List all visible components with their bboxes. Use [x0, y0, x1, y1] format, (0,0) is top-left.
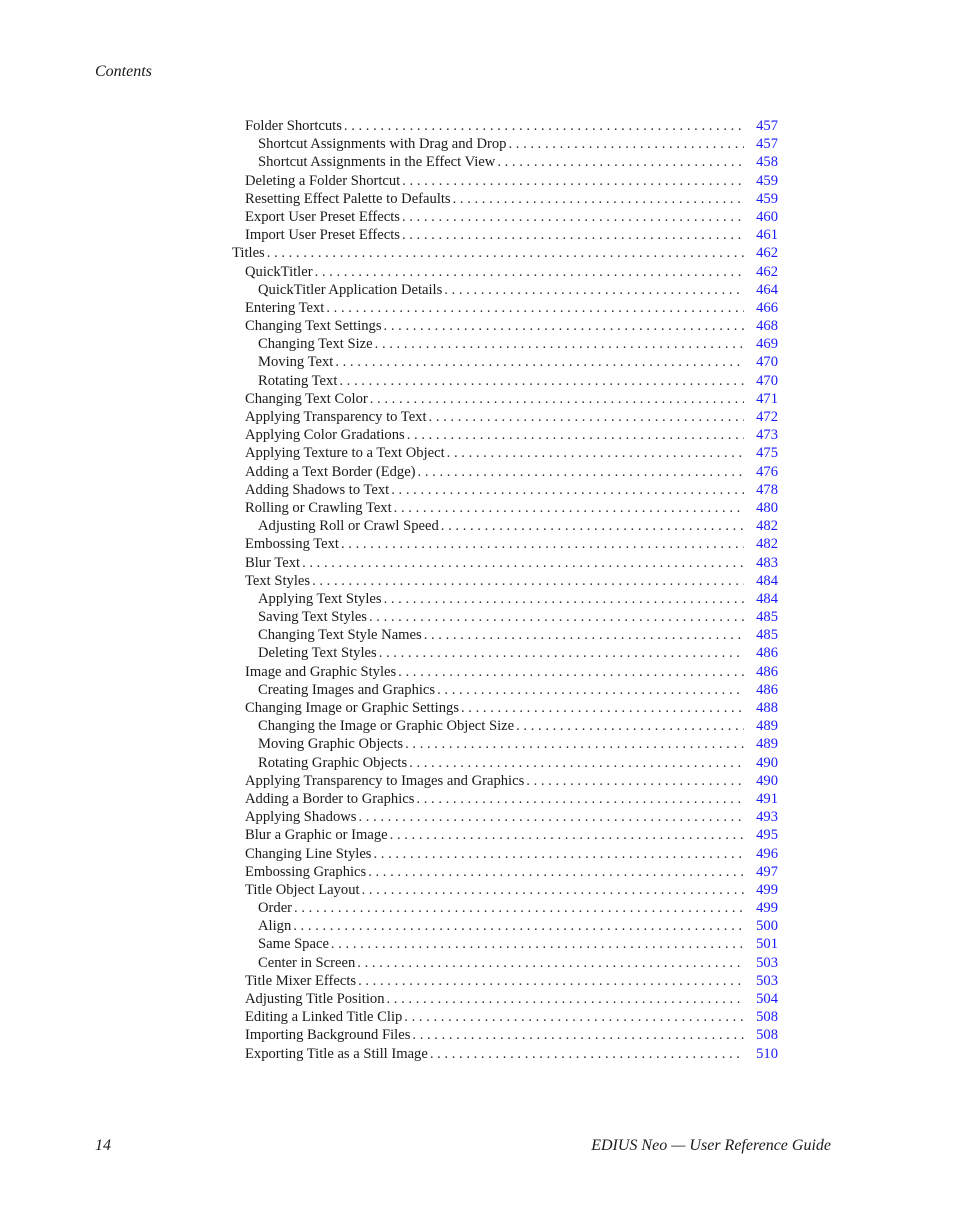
toc-dot-leader [405, 735, 744, 753]
toc-page-link[interactable]: 468 [756, 318, 778, 335]
toc-entry-title: Changing the Image or Graphic Object Size [258, 718, 515, 735]
toc-page-link[interactable]: 500 [756, 918, 778, 935]
toc-dot-leader [407, 426, 744, 444]
toc-entry[interactable] [232, 790, 778, 808]
toc-page-link[interactable]: 457 [756, 118, 778, 134]
toc-page-link[interactable]: 490 [756, 772, 778, 789]
toc-dot-leader [358, 808, 744, 826]
toc-page-link[interactable]: 459 [756, 172, 778, 189]
toc-entry-title: Export User Preset Effects [245, 208, 400, 225]
toc-entry[interactable] [232, 735, 778, 753]
toc-entry[interactable] [232, 681, 778, 699]
toc-entry-title: Deleting a Folder Shortcut [245, 172, 401, 189]
toc-entry-title: Deleting Text Styles [258, 645, 377, 662]
toc-entry[interactable] [232, 881, 778, 899]
toc-dot-leader [339, 372, 744, 390]
toc-dot-leader [358, 972, 744, 990]
toc-dot-leader [497, 153, 744, 171]
toc-dot-leader [344, 117, 744, 135]
toc-dot-leader [341, 535, 744, 553]
toc-entry[interactable] [232, 626, 778, 644]
toc-entry[interactable] [232, 463, 778, 481]
toc-dot-leader [429, 408, 744, 426]
toc-entry[interactable] [232, 172, 778, 190]
toc-entry[interactable] [232, 426, 778, 444]
toc-entry[interactable] [232, 335, 778, 353]
toc-entry-title: Rotating Graphic Objects [258, 754, 408, 771]
toc-page-link[interactable]: 493 [756, 809, 778, 826]
toc-dot-leader [402, 208, 744, 226]
toc-entry[interactable] [232, 281, 778, 299]
toc-dot-leader [362, 881, 744, 899]
toc-entry[interactable] [232, 117, 778, 135]
toc-page-link[interactable]: 489 [756, 736, 778, 753]
toc-page-link[interactable]: 476 [756, 463, 778, 480]
toc-dot-leader [404, 1008, 744, 1026]
toc-entry-title: Adjusting Roll or Crawl Speed [258, 518, 439, 535]
toc-entry-title: Importing Background Files [245, 1027, 411, 1044]
toc-dot-leader [379, 644, 744, 662]
toc-page-link[interactable]: 461 [756, 227, 778, 244]
toc-entry[interactable] [232, 444, 778, 462]
toc-dot-leader [402, 172, 744, 190]
toc-entry-title: Rolling or Crawling Text [245, 499, 392, 516]
toc-entry-title: Folder Shortcuts [245, 118, 342, 134]
toc-page-link[interactable]: 473 [756, 427, 778, 444]
toc-entry-title: Resetting Effect Palette to Defaults [245, 190, 451, 207]
toc-entry-title: Applying Texture to a Text Object [245, 445, 445, 462]
toc-dot-leader [315, 263, 744, 281]
toc-page-link[interactable]: 475 [756, 445, 778, 462]
toc-dot-leader [294, 899, 744, 917]
toc-entry-title: Creating Images and Graphics [258, 681, 436, 698]
toc-page-link[interactable]: 478 [756, 481, 778, 498]
toc-dot-leader [409, 754, 744, 772]
toc-dot-leader [331, 935, 744, 953]
toc-entry[interactable] [232, 372, 778, 390]
toc-entry-title: Applying Transparency to Images and Graphics [245, 772, 525, 789]
toc-entry[interactable] [232, 390, 778, 408]
toc-entry-title: QuickTitler [245, 263, 313, 280]
toc-entry[interactable] [232, 717, 778, 735]
toc-entry[interactable] [232, 845, 778, 863]
toc-dot-leader [357, 954, 744, 972]
toc-page-link[interactable]: 462 [756, 245, 778, 262]
toc-page-link[interactable]: 488 [756, 700, 778, 716]
toc-entry[interactable] [232, 554, 778, 572]
toc-entry-title: Applying Color Gradations [245, 427, 405, 444]
toc-dot-leader [412, 1026, 744, 1044]
toc-entry-title: Moving Text [258, 354, 334, 371]
toc-entry[interactable] [232, 517, 778, 535]
toc-entry-title: Editing a Linked Title Clip [245, 1009, 403, 1026]
toc-page-link[interactable]: 458 [756, 154, 778, 171]
toc-dot-leader [416, 790, 744, 808]
toc-entry[interactable] [232, 317, 778, 335]
toc-entry-title: Applying Shadows [245, 809, 357, 826]
toc-entry-title: Center in Screen [258, 954, 356, 971]
toc-dot-leader [370, 390, 744, 408]
toc-entry[interactable] [232, 608, 778, 626]
toc-page-link[interactable]: 464 [756, 281, 778, 298]
toc-entry-title: QuickTitler Application Details [258, 281, 443, 298]
toc-entry-title: Embossing Text [245, 536, 339, 553]
toc-dot-leader [293, 917, 744, 935]
toc-page-link[interactable]: 466 [756, 299, 778, 316]
toc-entry[interactable] [232, 863, 778, 881]
toc-page-link[interactable]: 484 [756, 572, 778, 589]
toc-entry-title: Titles [232, 245, 265, 262]
toc-dot-leader [387, 990, 745, 1008]
toc-entry[interactable] [232, 826, 778, 844]
toc-dot-leader [526, 772, 744, 790]
toc-entry[interactable] [232, 226, 778, 244]
toc-entry[interactable] [232, 244, 778, 262]
toc-entry[interactable] [232, 990, 778, 1008]
toc-entry[interactable] [232, 153, 778, 171]
toc-entry[interactable] [232, 954, 778, 972]
toc-page-link[interactable]: 486 [756, 681, 778, 698]
toc-entry-title: Adding Shadows to Text [245, 481, 390, 498]
toc-dot-leader [302, 554, 744, 572]
toc-page-link[interactable]: 457 [756, 136, 778, 153]
toc-dot-leader [368, 863, 744, 881]
toc-page-link[interactable]: 485 [756, 627, 778, 644]
toc-entry[interactable] [232, 208, 778, 226]
toc-entry-title: Exporting Title as a Still Image [245, 1045, 428, 1062]
toc-page-link[interactable]: 496 [756, 845, 778, 862]
toc-dot-leader [335, 353, 744, 371]
toc-page-link[interactable]: 499 [756, 900, 778, 917]
toc-page-link[interactable]: 510 [756, 1045, 778, 1062]
toc-entry[interactable] [232, 572, 778, 590]
toc-entry-title: Title Mixer Effects [245, 972, 357, 989]
toc-page-link[interactable]: 501 [756, 936, 778, 953]
toc-dot-leader [373, 845, 744, 863]
toc-entry-title: Applying Text Styles [258, 590, 382, 607]
toc-entry-title: Changing Line Styles [245, 845, 372, 862]
toc-dot-leader [312, 572, 744, 590]
toc-page-link[interactable]: 472 [756, 409, 778, 425]
page-number: 14 [95, 1137, 111, 1154]
toc-dot-leader [326, 299, 744, 317]
toc-page-link[interactable]: 497 [756, 863, 778, 880]
toc-entry[interactable] [232, 699, 778, 717]
toc-entry[interactable] [232, 754, 778, 772]
toc-entry-title: Changing Text Size [258, 336, 373, 353]
toc-entry-title: Title Object Layout [245, 881, 360, 898]
toc-entry-title: Align [258, 918, 292, 935]
toc-dot-leader [424, 626, 744, 644]
toc-entry-title: Image and Graphic Styles [245, 663, 397, 680]
toc-entry-title: Text Styles [245, 572, 311, 589]
toc-entry[interactable] [232, 135, 778, 153]
toc-entry-title: Changing Text Color [245, 390, 368, 407]
toc-entry-title: Changing Text Settings [245, 318, 382, 335]
toc-page-link[interactable]: 495 [756, 827, 778, 844]
toc-dot-leader [394, 499, 744, 517]
toc-page-link[interactable]: 462 [756, 263, 778, 280]
toc-dot-leader [441, 517, 744, 535]
toc-entry-title: Moving Graphic Objects [258, 736, 404, 753]
toc-entry[interactable] [232, 190, 778, 208]
toc-dot-leader [447, 444, 744, 462]
toc-entry[interactable] [232, 1008, 778, 1026]
toc-entry-title: Entering Text [245, 299, 325, 316]
toc-entry-title: Import User Preset Effects [245, 227, 400, 244]
toc-entry[interactable] [232, 408, 778, 426]
toc-entry-title: Order [258, 900, 293, 917]
toc-entry[interactable] [232, 353, 778, 371]
toc-entry-title: Same Space [258, 936, 329, 953]
toc-dot-leader [461, 699, 744, 717]
toc-page-link[interactable]: 480 [756, 499, 778, 516]
toc-page-link[interactable]: 469 [756, 336, 778, 353]
table-of-contents [232, 117, 778, 1063]
toc-entry-title: Embossing Graphics [245, 863, 367, 880]
toc-entry[interactable] [232, 299, 778, 317]
toc-entry-title: Changing Image or Graphic Settings [245, 700, 459, 716]
toc-dot-leader [398, 663, 744, 681]
toc-entry-title: Adjusting Title Position [245, 991, 385, 1007]
toc-page-link[interactable]: 482 [756, 536, 778, 553]
toc-page-link[interactable]: 482 [756, 518, 778, 535]
toc-page-link[interactable]: 470 [756, 354, 778, 371]
toc-page-link[interactable]: 484 [756, 590, 778, 607]
toc-page-link[interactable]: 486 [756, 645, 778, 662]
toc-page-link[interactable]: 491 [756, 790, 778, 807]
book-title: EDIUS Neo — User Reference Guide [591, 1137, 831, 1154]
toc-entry-title: Blur a Graphic or Image [245, 827, 388, 844]
toc-dot-leader [384, 590, 744, 608]
toc-entry[interactable] [232, 663, 778, 681]
toc-entry[interactable] [232, 917, 778, 935]
toc-page-link[interactable]: 459 [756, 190, 778, 207]
toc-entry[interactable] [232, 772, 778, 790]
toc-dot-leader [369, 608, 744, 626]
toc-page-link[interactable]: 504 [756, 991, 778, 1007]
toc-dot-leader [384, 317, 744, 335]
toc-entry-title: Adding a Text Border (Edge) [245, 463, 416, 480]
toc-entry[interactable] [232, 263, 778, 281]
toc-dot-leader [437, 681, 744, 699]
running-head: Contents [95, 63, 152, 80]
toc-dot-leader [418, 463, 744, 481]
toc-page-link[interactable]: 503 [756, 954, 778, 971]
toc-entry[interactable] [232, 1026, 778, 1044]
toc-entry-title: Blur Text [245, 554, 301, 571]
toc-page-link[interactable]: 503 [756, 972, 778, 989]
toc-entry-title: Changing Text Style Names [258, 627, 422, 644]
toc-page-link[interactable]: 471 [756, 390, 778, 407]
toc-entry[interactable] [232, 972, 778, 990]
toc-entry[interactable] [232, 590, 778, 608]
toc-dot-leader [390, 826, 744, 844]
toc-entry-title: Applying Transparency to Text [245, 409, 427, 425]
toc-entry[interactable] [232, 808, 778, 826]
toc-dot-leader [516, 717, 744, 735]
toc-entry[interactable] [232, 481, 778, 499]
toc-entry-title: Rotating Text [258, 372, 338, 389]
toc-entry-title: Adding a Border to Graphics [245, 790, 415, 807]
toc-entry-title: Shortcut Assignments with Drag and Drop [258, 136, 507, 153]
toc-page-link[interactable]: 499 [756, 881, 778, 898]
toc-page-link[interactable]: 485 [756, 609, 778, 626]
toc-entry[interactable] [232, 899, 778, 917]
toc-entry[interactable] [232, 535, 778, 553]
toc-page-link[interactable]: 490 [756, 754, 778, 771]
toc-entry[interactable] [232, 1045, 778, 1063]
toc-entry[interactable] [232, 499, 778, 517]
toc-page-link[interactable]: 470 [756, 372, 778, 389]
toc-page-link[interactable]: 486 [756, 663, 778, 680]
toc-dot-leader [402, 226, 744, 244]
toc-dot-leader [267, 244, 744, 262]
toc-entry-title: Saving Text Styles [258, 609, 367, 626]
toc-dot-leader [391, 481, 744, 499]
toc-dot-leader [444, 281, 744, 299]
toc-dot-leader [430, 1045, 744, 1063]
toc-page-link[interactable]: 483 [756, 554, 778, 571]
toc-page-link[interactable]: 508 [756, 1027, 778, 1044]
toc-entry[interactable] [232, 644, 778, 662]
toc-dot-leader [508, 135, 744, 153]
toc-page-link[interactable]: 508 [756, 1009, 778, 1026]
toc-entry[interactable] [232, 935, 778, 953]
toc-entry-title: Shortcut Assignments in the Effect View [258, 154, 496, 171]
toc-page-link[interactable]: 489 [756, 718, 778, 735]
toc-dot-leader [453, 190, 744, 208]
toc-page-link[interactable]: 460 [756, 208, 778, 225]
toc-dot-leader [375, 335, 744, 353]
